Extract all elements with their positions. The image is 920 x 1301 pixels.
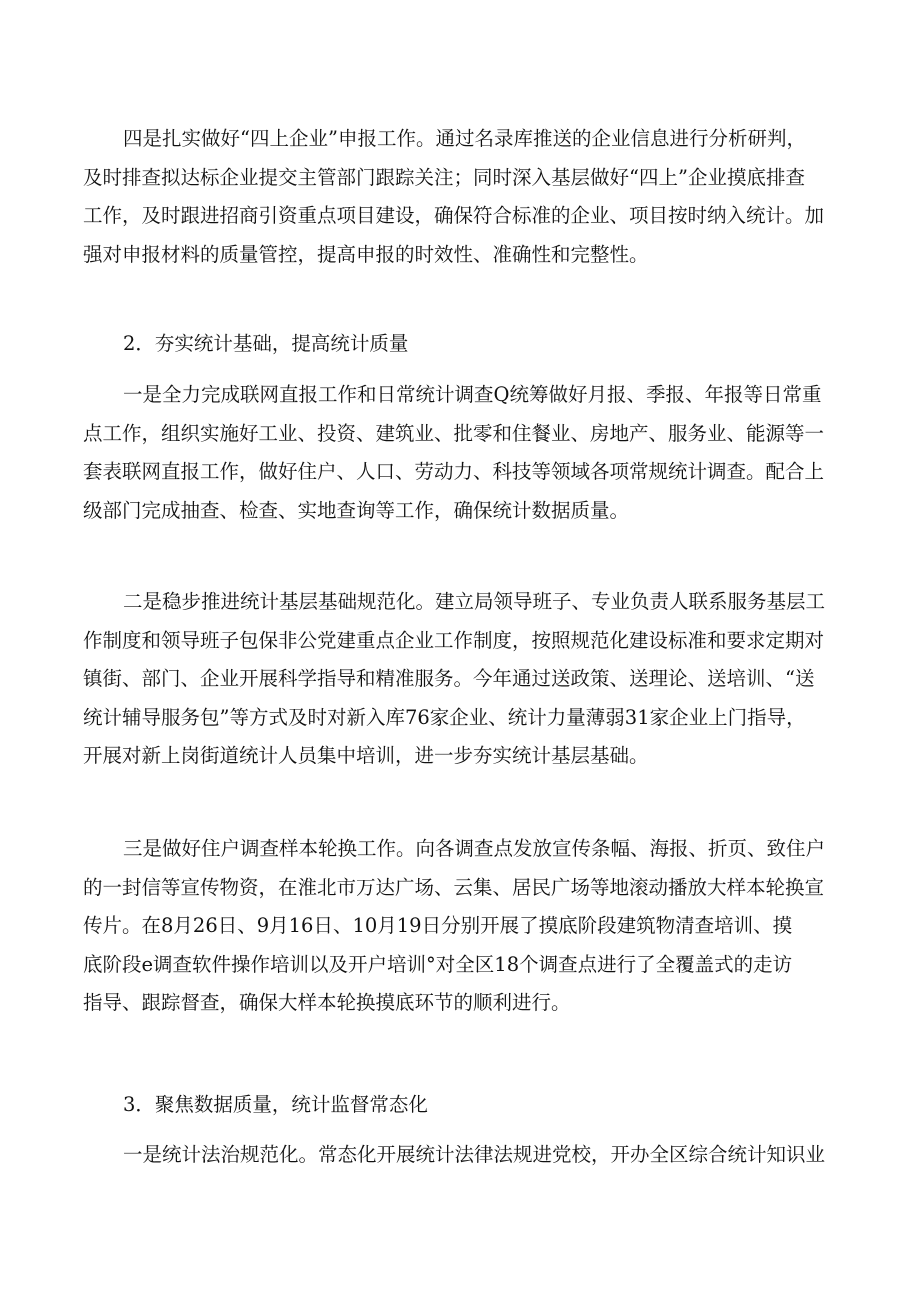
text-line: 底阶段e调查软件操作培训以及开户培训°对全区18个调查点进行了全覆盖式的走访 — [83, 952, 793, 976]
text-line: 开展对新上岗街道统计人员集中培训，进一步夯实统计基层基础。 — [83, 744, 649, 768]
text-line: 一是统计法治规范化。常态化开展统计法律法规进党校，开办全区综合统计知识业 — [123, 1143, 826, 1166]
text-line: 三是做好住户调查样本轮换工作。向各调查点发放宣传条幅、海报、折页、致住户 — [123, 837, 826, 860]
paragraph-online-reporting — [83, 376, 855, 530]
paragraph-household-sample-rotation — [83, 830, 855, 1023]
paragraph-grassroots-standardization — [83, 583, 855, 776]
text-line: 工作，及时跟进招商引资重点项目建设，确保符合标准的企业、项目按时纳入统计。加 — [83, 204, 825, 228]
paragraph-rule-of-law — [83, 1136, 855, 1175]
text-line: 及时排查拟达标企业提交主管部门跟踪关注；同时深入基层做好“四上”企业摸底排查 — [83, 165, 805, 189]
text-line: 指导、跟踪督查，确保大样本轮换摸底环节的顺利进行。 — [83, 991, 571, 1015]
text-line: 强对申报材料的质量管控，提高申报的时效性、准确性和完整性。 — [83, 242, 649, 266]
text-line: 作制度和领导班子包保非公党建重点企业工作制度，按照规范化建设标准和要求定期对 — [83, 628, 825, 652]
text-line: 一是全力完成联网直报工作和日常统计调查Q统筹做好月报、季报、年报等日常重 — [123, 383, 822, 406]
section-heading-2 — [83, 325, 855, 364]
text-line: 四是扎实做好“四上企业”申报工作。通过名录库推送的企业信息进行分析研判， — [123, 127, 806, 150]
text-line: 传片。在8月26日、9月16日、10月19日分别开展了摸底阶段建筑物清查培训、摸 — [83, 914, 793, 938]
text-line: 镇街、部门、企业开展科学指导和精准服务。今年通过送政策、送理论、送培训、“送 — [83, 667, 815, 691]
text-line: 级部门完成抽查、检查、实地查询等工作，确保统计数据质量。 — [83, 498, 630, 522]
text-line: 点工作，组织实施好工业、投资、建筑业、批零和住餐业、房地产、服务业、能源等一 — [83, 421, 825, 445]
text-line: 统计辅导服务包”等方式及时对新入库76家企业、统计力量薄弱31家企业上门指导， — [83, 705, 806, 729]
text-line: 二是稳步推进统计基层基础规范化。建立局领导班子、专业负责人联系服务基层工 — [123, 590, 826, 613]
heading-line: 2．夯实统计基础，提高统计质量 — [123, 332, 409, 355]
text-line: 套表联网直报工作，做好住户、人口、劳动力、科技等领域各项常规统计调查。配合上 — [83, 460, 825, 484]
paragraph-siwei-report — [83, 120, 855, 274]
heading-line: 3．聚焦数据质量，统计监督常态化 — [123, 1093, 428, 1116]
section-heading-3 — [83, 1086, 855, 1125]
text-line: 的一封信等宣传物资，在淮北市万达广场、云集、居民广场等地滚动播放大样本轮换宣 — [83, 875, 825, 899]
